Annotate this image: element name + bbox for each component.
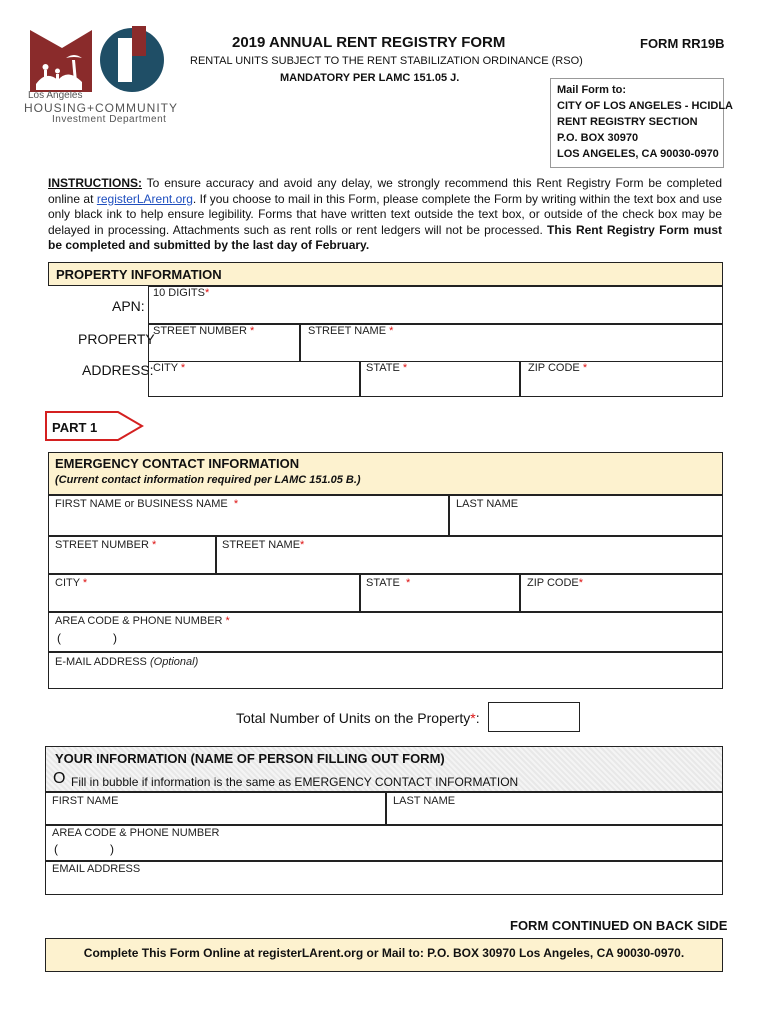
logo-line2: HOUSING+COMMUNITY (24, 101, 179, 115)
instructions (48, 176, 722, 254)
apn-label: APN: (112, 298, 145, 314)
emergency-note: (Current contact information required per LAMC 151.05 B.) (55, 474, 361, 486)
property-city-label: CITY * (153, 362, 186, 374)
instructions-text2: . If you choose to mail in this Form, please complete the Form by writing within the text box and use only black ink to help ensure legibility. Forms that have written text outside the text box, or outside of the check box may be delayed in processing. Attachments such as rent rolls or rent ledgers will not be processed. (48, 191, 723, 237)
logo-line1: Los Angeles (28, 90, 83, 101)
address-label: ADDRESS: (82, 362, 154, 378)
units-label: Total Number of Units on the Property*: (236, 710, 480, 726)
your-last-name-label: LAST NAME (393, 795, 456, 807)
part1-label: PART 1 (52, 420, 98, 435)
emergency-city-label: CITY * (55, 577, 88, 589)
your-email-label: EMAIL ADDRESS (52, 863, 141, 875)
logo-line3: Investment Department (52, 114, 167, 125)
units-input[interactable] (488, 702, 580, 732)
your-phone-paren-open: ( (54, 842, 58, 856)
your-info-heading: YOUR INFORMATION (NAME OF PERSON FILLING OUT FORM) (55, 751, 445, 766)
register-link[interactable]: registerLArent.org (96, 191, 193, 206)
hcidla-logo (22, 24, 180, 124)
mail-to-line3: P.O. BOX 30970 (557, 132, 639, 144)
emergency-last-name-label: LAST NAME (456, 498, 519, 510)
mail-to-line4: LOS ANGELES, CA 90030-0970 (557, 148, 719, 160)
emergency-street-name-label: STREET NAME* (222, 539, 305, 551)
emergency-heading: EMERGENCY CONTACT INFORMATION (55, 456, 300, 471)
instructions-text1: To ensure accuracy and avoid any delay, we strongly recommend this Rent Registry Form be completed online at (48, 176, 722, 206)
emergency-city-field[interactable] (48, 574, 360, 612)
property-state-label: STATE * (366, 362, 408, 374)
emergency-zip-label: ZIP CODE* (527, 577, 584, 589)
your-phone-paren-close: ) (110, 842, 114, 856)
emergency-phone-label: AREA CODE & PHONE NUMBER * (55, 615, 230, 627)
instructions-bold: This Rent Registry Form must be completed and submitted by the last day of February. (48, 222, 722, 252)
mail-to-line2: RENT REGISTRY SECTION (557, 116, 698, 128)
form-continued: FORM CONTINUED ON BACK SIDE (510, 918, 728, 933)
same-as-emergency-bubble[interactable]: O (53, 770, 66, 787)
property-zip-label: ZIP CODE * (528, 362, 588, 374)
property-label: PROPERTY (78, 331, 155, 347)
property-heading: PROPERTY INFORMATION (56, 267, 222, 282)
property-street-number-label: STREET NUMBER * (153, 325, 255, 337)
emergency-first-name-label: FIRST NAME or BUSINESS NAME * (55, 498, 239, 510)
apn-hint: 10 DIGITS* (153, 287, 210, 299)
apn-field[interactable] (148, 286, 723, 324)
emergency-phone-paren-close: ) (113, 631, 117, 645)
form-subtitle: RENTAL UNITS SUBJECT TO THE RENT STABILIZATION ORDINANCE (RSO) (190, 55, 583, 67)
complete-online-text: Complete This Form Online at registerLArent.org or Mail to: P.O. BOX 30970 Los Angeles, CA 90030-0970. (83, 946, 685, 960)
emergency-street-number-label: STREET NUMBER * (55, 539, 157, 551)
your-phone-label: AREA CODE & PHONE NUMBER (52, 827, 220, 839)
your-first-name-label: FIRST NAME (52, 795, 119, 807)
same-as-emergency-text: Fill in bubble if information is the same as EMERGENCY CONTACT INFORMATION (71, 775, 519, 789)
your-email-field[interactable] (45, 861, 723, 895)
property-street-name-label: STREET NAME * (308, 325, 394, 337)
form-id: FORM RR19B (640, 36, 725, 51)
emergency-phone-paren-open: ( (57, 631, 61, 645)
emergency-state-label: STATE * (366, 577, 411, 589)
form-title: 2019 ANNUAL RENT REGISTRY FORM (232, 34, 506, 51)
mail-to-line1: CITY OF LOS ANGELES - HCIDLA (557, 100, 734, 112)
mandatory-note: MANDATORY PER LAMC 151.05 J. (280, 72, 460, 84)
mail-to-heading: Mail Form to: (557, 84, 627, 96)
instructions-label: INSTRUCTIONS: (48, 176, 142, 190)
emergency-email-label: E-MAIL ADDRESS (Optional) (55, 656, 199, 668)
